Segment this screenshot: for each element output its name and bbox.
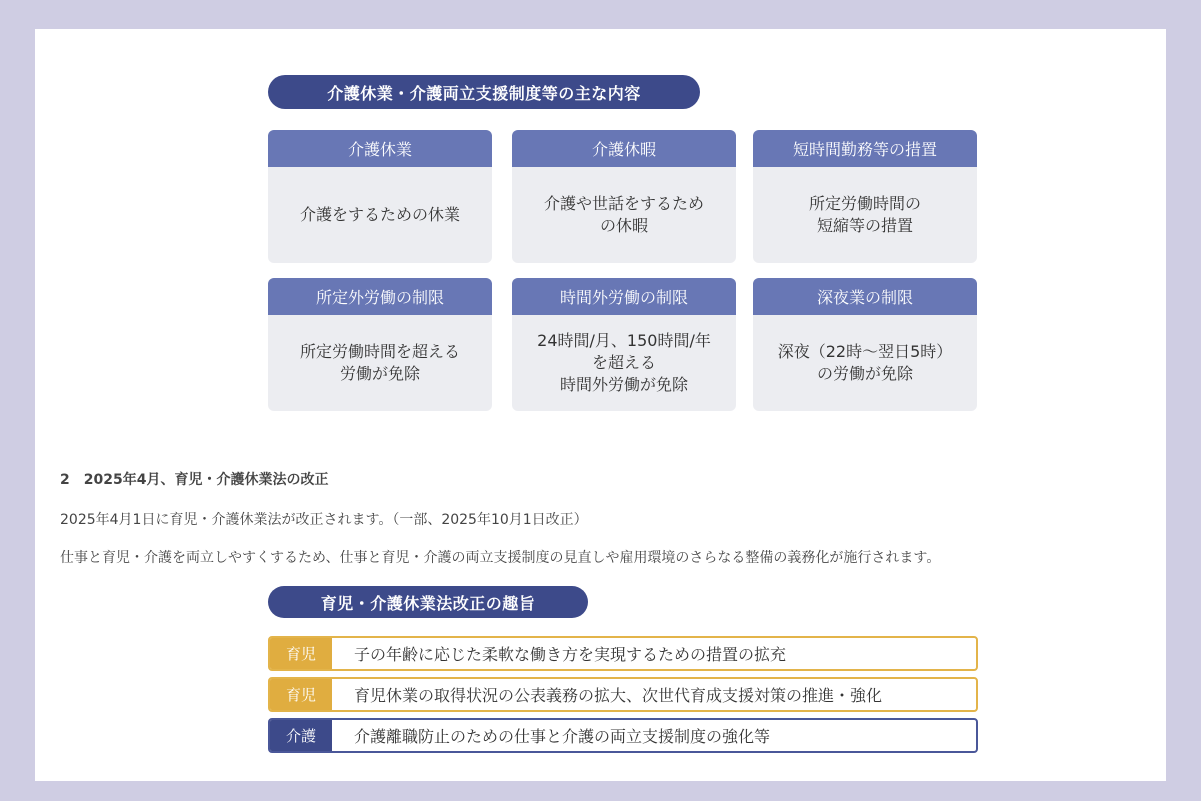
care-leave-heading: 介護休業・介護両立支援制度等の主な内容 — [268, 75, 700, 109]
card-heading: 短時間勤務等の措置 — [753, 130, 977, 167]
paragraph-revision-date: 2025年4月1日に育児・介護休業法が改正されます。（一部、2025年10月1日改正） — [60, 512, 588, 528]
purpose-item — [268, 677, 978, 712]
paragraph-revision-purpose: 仕事と育児・介護を両立しやすくするため、仕事と育児・介護の両立支援制度の見直しや雇用環境のさらなる整備の義務化が施行されます。 — [60, 550, 941, 566]
card-heading: 時間外労働の制限 — [512, 278, 736, 315]
card-heading: 深夜業の制限 — [753, 278, 977, 315]
purpose-item — [268, 718, 978, 753]
section-title-text: 2025年4月、育児・介護休業法の改正 — [83, 472, 329, 488]
card-description: 介護や世話をするため の休暇 — [543, 194, 704, 235]
card-description: 深夜（22時～翌日5時） の労働が免除 — [777, 342, 953, 383]
card-short-hours — [753, 130, 977, 263]
card-description: 所定労働時間の 短縮等の措置 — [808, 194, 921, 235]
card-care-holiday — [512, 130, 736, 263]
card-description: 介護をするための休業 — [299, 205, 460, 224]
card-description: 所定労働時間を超える 労働が免除 — [299, 342, 460, 383]
document-page — [35, 29, 1166, 781]
card-heading: 介護休暇 — [512, 130, 736, 167]
revision-purpose-heading: 育児・介護休業法改正の趣旨 — [268, 586, 588, 618]
purpose-text: 介護離職防止のための仕事と介護の両立支援制度の強化等 — [354, 727, 771, 746]
card-description: 24時間/月、150時間/年 を超える 時間外労働が免除 — [537, 331, 711, 394]
purpose-item — [268, 636, 978, 671]
section-heading — [60, 469, 328, 489]
card-care-leave — [268, 130, 492, 263]
card-heading: 介護休業 — [268, 130, 492, 167]
category-tag: 介護 — [270, 720, 332, 751]
card-heading: 所定外労働の制限 — [268, 278, 492, 315]
purpose-text: 育児休業の取得状況の公表義務の拡大、次世代育成支援対策の推進・強化 — [354, 686, 883, 705]
section-number: 2 — [60, 472, 70, 488]
card-overtime-limit — [512, 278, 736, 411]
card-night-work-limit — [753, 278, 977, 411]
purpose-text: 子の年齢に応じた柔軟な働き方を実現するための措置の拡充 — [354, 645, 787, 664]
card-overtime-limit-scheduled — [268, 278, 492, 411]
category-tag: 育児 — [270, 638, 332, 669]
category-tag: 育児 — [270, 679, 332, 710]
